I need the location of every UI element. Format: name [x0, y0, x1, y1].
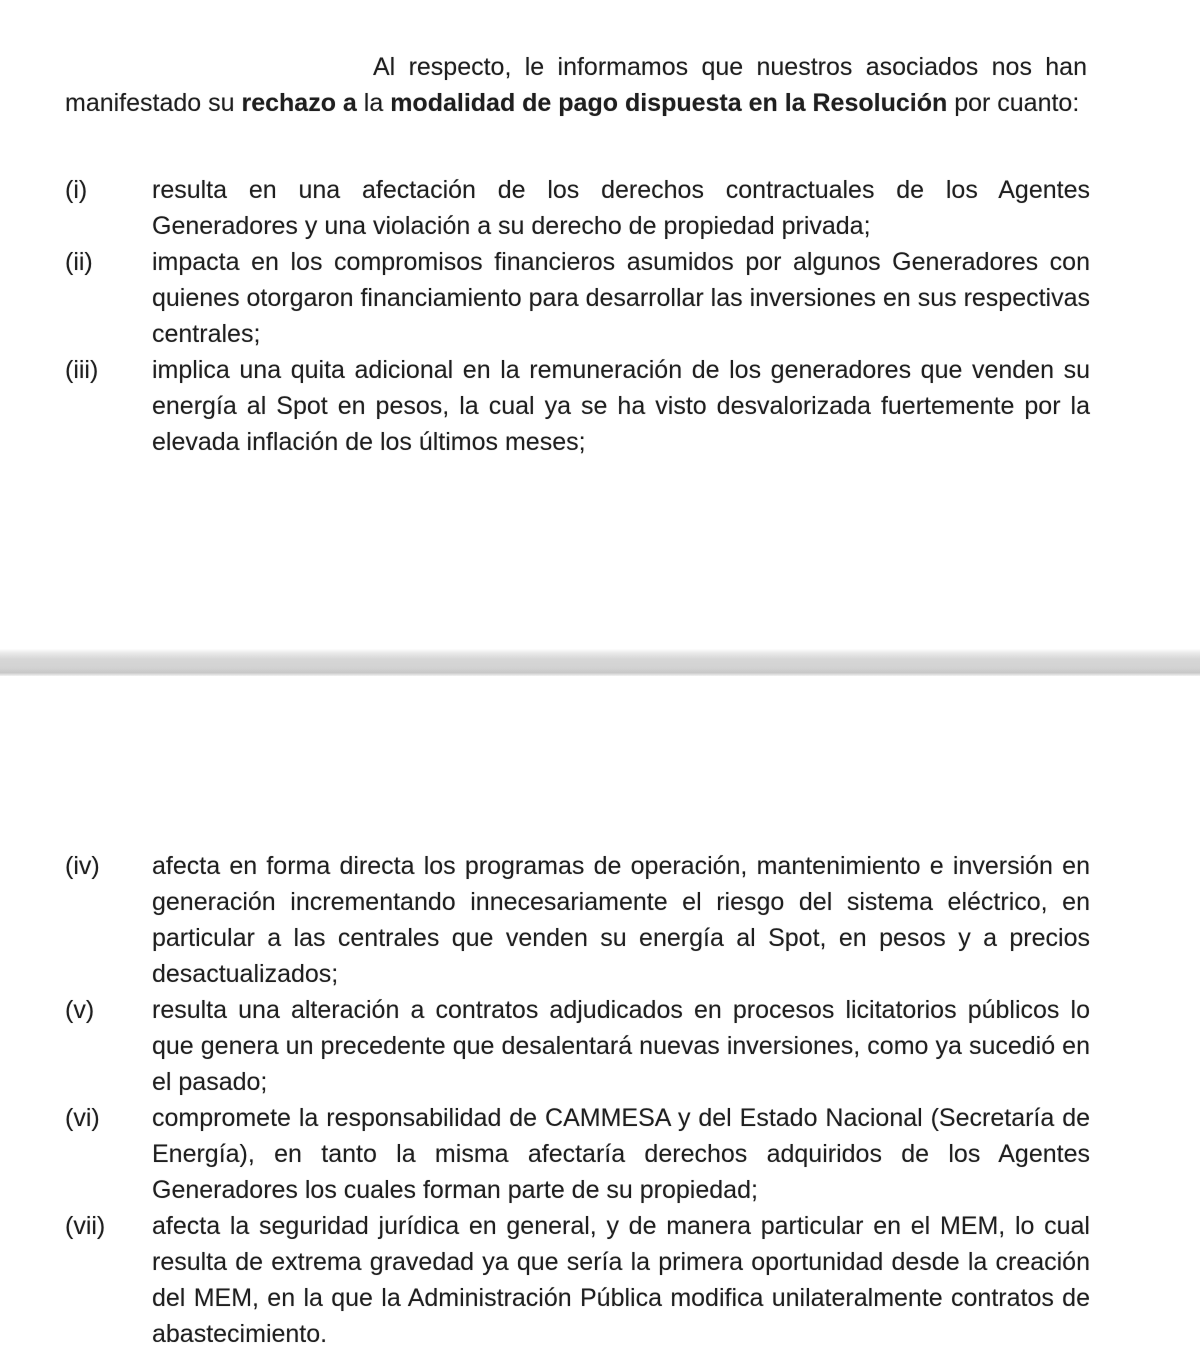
- item-label: (iii): [65, 356, 99, 384]
- intro-segment: la: [356, 89, 391, 117]
- item-text: impacta en los compromisos financieros asumidos por algunos Generadores con quienes otorgaron financiamiento para desarrollar las inversiones en sus respectivas centrales;: [152, 248, 1091, 348]
- item-label: (i): [65, 176, 88, 204]
- list-item-iv: [65, 848, 1090, 992]
- list-item-i: [65, 172, 1090, 244]
- numbered-list-page2: [65, 848, 1090, 1352]
- numbered-list-page1: [65, 172, 1090, 460]
- item-label: (ii): [65, 248, 93, 276]
- item-label: (v): [65, 996, 95, 1024]
- item-text: resulta en una afectación de los derechos contractuales de los Agentes Generadores y una violación a su derecho de propiedad privada;: [152, 176, 1090, 240]
- list-item-v: [65, 992, 1090, 1100]
- item-text: compromete la responsabilidad de CAMMESA y del Estado Nacional (Secretaría de Energía), en tanto la misma afectaría derechos adquiridos de los Agentes Generadores los cuales forman parte de su propiedad;: [152, 1104, 1090, 1204]
- item-label: (vii): [65, 1212, 106, 1240]
- item-text: resulta una alteración a contratos adjudicados en procesos licitatorios públicos lo que genera un precedente que desalentará nuevas inversiones, como ya sucedió en el pasado;: [152, 996, 1090, 1096]
- item-label: (iv): [65, 852, 100, 880]
- list-item-vii: [65, 1208, 1090, 1352]
- list-item-iii: [65, 352, 1090, 460]
- item-text: implica una quita adicional en la remuneración de los generadores que venden su energía al Spot en pesos, la cual ya se ha visto desvalorizada fuertemente por la elevada inflación de los últimos meses;: [152, 356, 1090, 456]
- item-text: afecta la seguridad jurídica en general, y de manera particular en el MEM, lo cual resulta de extrema gravedad ya que sería la primera oportunidad desde la creación del MEM, en la que la Administración Pública modifica unilateralmente contratos de abastecimiento.: [152, 1212, 1090, 1348]
- intro-segment-bold: rechazo a: [241, 89, 357, 117]
- intro-paragraph: [65, 49, 1087, 121]
- intro-segment: por cuanto:: [947, 89, 1080, 117]
- item-text: afecta en forma directa los programas de operación, mantenimiento e inversión en generación incrementando innecesariamente el riesgo del sistema eléctrico, en particular a las centrales que venden su energía al Spot, en pesos y a precios desactualizados;: [152, 852, 1090, 988]
- intro-segment: Al respecto, le informamos que nuestros asociados nos han manifestado su: [65, 53, 1087, 117]
- list-item-vi: [65, 1100, 1090, 1208]
- item-label: (vi): [65, 1104, 100, 1132]
- intro-segment-bold: modalidad de pago dispuesta en la Resolución: [390, 89, 948, 117]
- page-break-separator: [0, 649, 1200, 676]
- list-item-ii: [65, 244, 1090, 352]
